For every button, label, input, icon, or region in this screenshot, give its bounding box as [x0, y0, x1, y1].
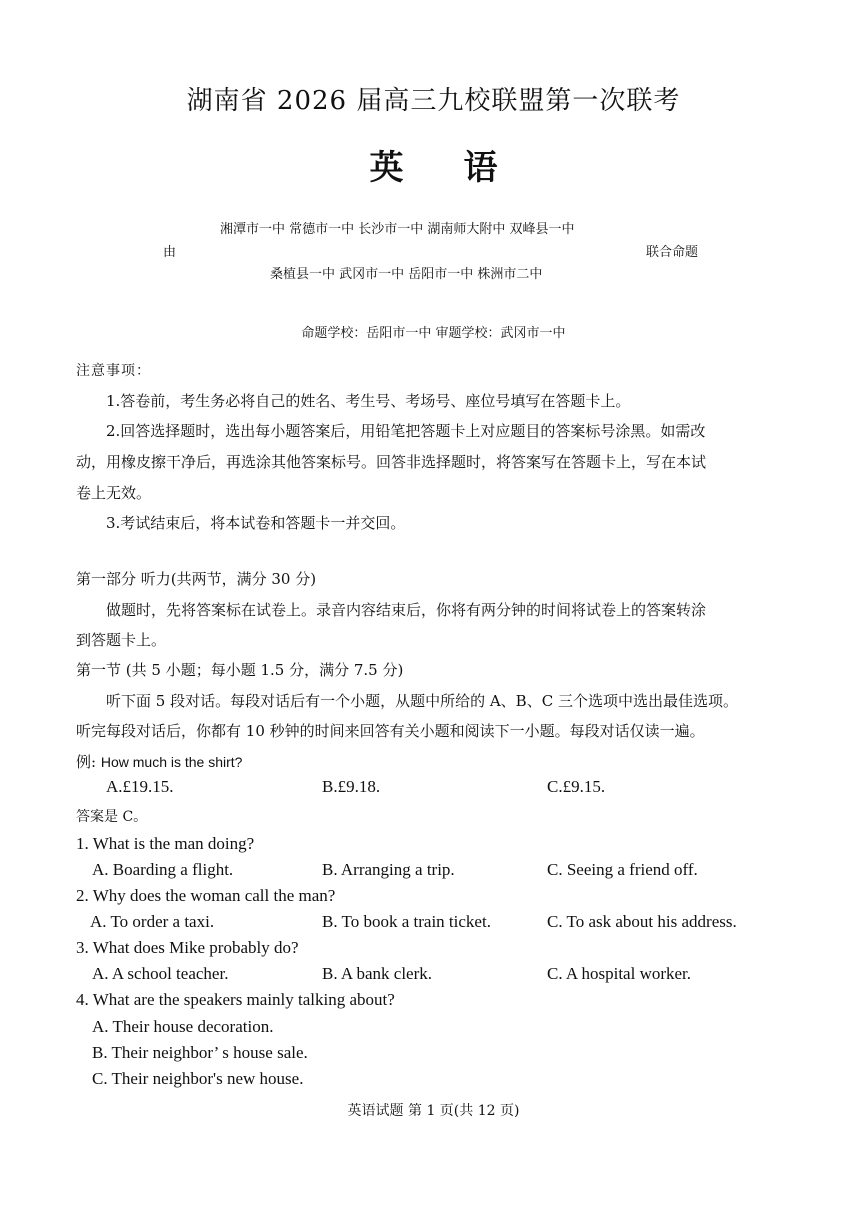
question-4-option-a: A. Their house decoration. [92, 1017, 274, 1036]
schools-suffix: 联合命题 [646, 245, 699, 260]
question-1: 1. What is the man doing? [76, 834, 255, 853]
example-question: How much is the shirt? [100, 754, 243, 770]
section1-desc-line-2: 听完每段对话后，你都有 10 秒钟的时间来回答有关小题和阅读下一小题。每段对话仅读一遍。 [76, 722, 705, 740]
note-item-1: 1.答卷前，考生务必将自己的姓名、考生号、考场号、座位号填写在答题卡上。 [106, 392, 631, 410]
exam-title: 湖南省 2026 届高三九校联盟第一次联考 [186, 86, 681, 116]
section1-desc-line-1: 听下面 5 段对话。每段对话后有一个小题，从题中所给的 A、B、C 三个选项中选出最佳选项。 [106, 692, 738, 710]
example-answer: 答案是 C。 [76, 809, 148, 825]
question-3-option-c: C. A hospital worker. [547, 964, 692, 983]
note-item-2-line-3: 卷上无效。 [76, 484, 152, 502]
example-option-a: A.£19.15. [106, 777, 174, 796]
question-4: 4. What are the speakers mainly talking about? [76, 990, 395, 1009]
note-item-2-line-1: 2.回答选择题时，选出每小题答案后，用铅笔把答题卡上对应题目的答案标号涂黑。如需改 [106, 422, 706, 440]
schools-prefix: 由 [163, 245, 177, 260]
question-2-option-c: C. To ask about his address. [547, 912, 737, 931]
example-option-c: C.£9.15. [547, 777, 606, 796]
question-1-option-b: B. Arranging a trip. [322, 860, 455, 879]
part1-heading: 第一部分 听力(共两节，满分 30 分) [76, 570, 317, 588]
notes-title: 注意事项： [76, 363, 151, 379]
question-2-option-b: B. To book a train ticket. [322, 912, 491, 931]
part1-desc-line-1: 做题时，先将答案标在试卷上。录音内容结束后，你将有两分钟的时间将试卷上的答案转涂 [106, 601, 707, 619]
schools-line-1: 湘潭市一中 常德市一中 长沙市一中 湖南师大附中 双峰县一中 [220, 222, 575, 237]
example-option-b: B.£9.18. [322, 777, 381, 796]
subject-title: 英语 [369, 148, 558, 188]
propose-schools: 命题学校：岳阳市一中 审题学校：武冈市一中 [301, 326, 566, 341]
example-label: 例: [76, 753, 97, 771]
page-footer: 英语试题 第 1 页(共 12 页) [347, 1103, 520, 1119]
question-4-option-c: C. Their neighbor's new house. [92, 1069, 304, 1088]
question-2: 2. Why does the woman call the man? [76, 886, 336, 905]
part1-desc-line-2: 到答题卡上。 [76, 631, 167, 649]
section1-heading: 第一节 (共 5 小题；每小题 1.5 分，满分 7.5 分) [76, 661, 404, 679]
schools-line-2: 桑植县一中 武冈市一中 岳阳市一中 株洲市二中 [270, 267, 543, 282]
example-line [76, 751, 242, 772]
question-3: 3. What does Mike probably do? [76, 938, 299, 957]
question-1-option-a: A. Boarding a flight. [92, 860, 234, 879]
question-3-option-b: B. A bank clerk. [322, 964, 433, 983]
note-item-2-line-2: 动，用橡皮擦干净后，再选涂其他答案标号。回答非选择题时，将答案写在答题卡上，写在本试 [76, 453, 707, 471]
question-3-option-a: A. A school teacher. [92, 964, 229, 983]
question-4-option-b: B. Their neighbor’ s house sale. [92, 1043, 308, 1062]
question-2-option-a: A. To order a taxi. [90, 912, 215, 931]
question-1-option-c: C. Seeing a friend off. [547, 860, 698, 879]
note-item-3: 3.考试结束后，将本试卷和答题卡一并交回。 [106, 514, 406, 532]
